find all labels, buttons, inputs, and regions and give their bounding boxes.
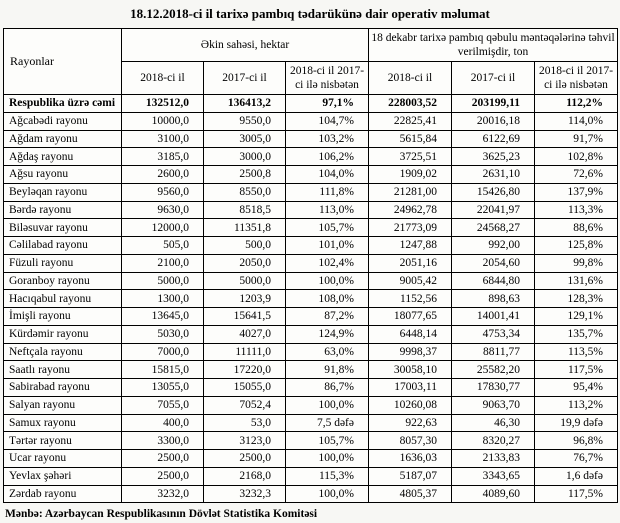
value-cell: 1247,88 [369,237,452,255]
region-name-cell: Ağcabədi rayonu [4,112,122,130]
value-cell: 46,30 [452,414,535,432]
value-cell: 25582,20 [452,361,535,379]
value-cell: 2054,60 [452,254,535,272]
value-cell: 9560,0 [122,183,204,201]
value-cell: 5000,0 [122,272,204,290]
value-cell: 9550,0 [204,112,286,130]
value-cell: 103,2% [286,130,369,148]
region-name-cell: İmişli rayonu [4,308,122,326]
value-cell: 113,5% [535,343,618,361]
group-header-row [4,29,618,62]
value-cell: 11111,0 [204,343,286,361]
region-name-cell: Zərdab rayonu [4,485,122,503]
sub-header-area-2018: 2018-ci il [122,62,204,95]
sub-header-delivered-ratio: 2018-ci il 2017-ci ilə nisbətən [535,62,618,95]
table-row [4,343,618,361]
region-name-cell: Kürdəmir rayonu [4,325,122,343]
value-cell: 91,8% [286,361,369,379]
value-cell: 228003,52 [369,95,452,113]
region-name-cell: Biləsuvar rayonu [4,219,122,237]
value-cell: 13055,0 [122,379,204,397]
value-cell: 111,8% [286,183,369,201]
table-row [4,379,618,397]
value-cell: 100,0% [286,396,369,414]
value-cell: 129,1% [535,308,618,326]
table-row [4,485,618,503]
value-cell: 96,8% [535,432,618,450]
value-cell: 113,3% [535,201,618,219]
value-cell: 7052,4 [204,396,286,414]
value-cell: 1300,0 [122,290,204,308]
value-cell: 17830,77 [452,379,535,397]
table-row [4,112,618,130]
value-cell: 113,0% [286,201,369,219]
table-row [4,450,618,468]
value-cell: 3000,0 [204,148,286,166]
value-cell: 2050,0 [204,254,286,272]
value-cell: 505,0 [122,237,204,255]
table-row [4,396,618,414]
value-cell: 1152,56 [369,290,452,308]
table-row [4,325,618,343]
region-name-cell: Bərdə rayonu [4,201,122,219]
table-row [4,414,618,432]
region-name-cell: Ağdaş rayonu [4,148,122,166]
value-cell: 105,7% [286,432,369,450]
value-cell: 24568,27 [452,219,535,237]
sub-header-delivered-2018: 2018-ci il [369,62,452,95]
value-cell: 7055,0 [122,396,204,414]
value-cell: 95,4% [535,379,618,397]
region-name-cell: Salyan rayonu [4,396,122,414]
value-cell: 2100,0 [122,254,204,272]
value-cell: 1909,02 [369,166,452,184]
value-cell: 5030,0 [122,325,204,343]
page-title: 18.12.2018-ci il tarixə pambıq tədarükünə dair operativ məlumat [130,6,490,21]
value-cell: 3232,3 [204,485,286,503]
value-cell: 2051,16 [369,254,452,272]
value-cell: 11351,8 [204,219,286,237]
value-cell: 24962,78 [369,201,452,219]
value-cell: 115,3% [286,467,369,485]
region-name-cell: Tərtər rayonu [4,432,122,450]
table-row [4,201,618,219]
value-cell: 105,7% [286,219,369,237]
data-table [3,28,618,503]
column-header-regions: Rayonlar [4,29,122,95]
value-cell: 100,0% [286,450,369,468]
value-cell: 500,0 [204,237,286,255]
value-cell: 3725,51 [369,148,452,166]
region-name-cell: Respublika üzrə cəmi [4,95,122,113]
table-row [4,148,618,166]
value-cell: 2500,0 [122,467,204,485]
region-name-cell: Saatlı rayonu [4,361,122,379]
value-cell: 104,7% [286,112,369,130]
value-cell: 203199,11 [452,95,535,113]
value-cell: 108,0% [286,290,369,308]
region-name-cell: Sabirabad rayonu [4,379,122,397]
value-cell: 3123,0 [204,432,286,450]
value-cell: 19,9 dəfə [535,414,618,432]
value-cell: 3625,23 [452,148,535,166]
value-cell: 21773,09 [369,219,452,237]
group-header-sown-area: Əkin sahəsi, hektar [122,29,369,62]
region-name-cell: Beyləqan rayonu [4,183,122,201]
value-cell: 87,2% [286,308,369,326]
value-cell: 2500,8 [204,166,286,184]
sub-header-delivered-2017: 2017-ci il [452,62,535,95]
table-row [4,290,618,308]
value-cell: 15815,0 [122,361,204,379]
value-cell: 113,2% [535,396,618,414]
group-header-delivered-cotton: 18 dekabr tarixə pambıq qəbulu məntəqələrinə təhvil verilmişdir, ton [369,29,618,62]
value-cell: 8518,5 [204,201,286,219]
value-cell: 17003,11 [369,379,452,397]
value-cell: 8057,30 [369,432,452,450]
value-cell: 9063,70 [452,396,535,414]
value-cell: 91,7% [535,130,618,148]
table-body [4,95,618,503]
value-cell: 2600,0 [122,166,204,184]
value-cell: 97,1% [286,95,369,113]
value-cell: 10260,08 [369,396,452,414]
value-cell: 22825,41 [369,112,452,130]
table-row [4,432,618,450]
value-cell: 17220,0 [204,361,286,379]
value-cell: 131,6% [535,272,618,290]
value-cell: 72,6% [535,166,618,184]
value-cell: 7000,0 [122,343,204,361]
value-cell: 15055,0 [204,379,286,397]
value-cell: 5000,0 [204,272,286,290]
value-cell: 21281,00 [369,183,452,201]
value-cell: 88,6% [535,219,618,237]
value-cell: 117,5% [535,485,618,503]
sub-header-area-2017: 2017-ci il [204,62,286,95]
value-cell: 4027,0 [204,325,286,343]
value-cell: 6844,80 [452,272,535,290]
region-name-cell: Ağsu rayonu [4,166,122,184]
value-cell: 4805,37 [369,485,452,503]
value-cell: 20016,18 [452,112,535,130]
value-cell: 6448,14 [369,325,452,343]
value-cell: 400,0 [122,414,204,432]
value-cell: 136413,2 [204,95,286,113]
value-cell: 8811,77 [452,343,535,361]
value-cell: 9005,42 [369,272,452,290]
value-cell: 125,8% [535,237,618,255]
value-cell: 112,2% [535,95,618,113]
value-cell: 30058,10 [369,361,452,379]
table-row [4,130,618,148]
value-cell: 3300,0 [122,432,204,450]
total-row [4,95,618,113]
value-cell: 53,0 [204,414,286,432]
region-name-cell: Yevlax şəhəri [4,467,122,485]
value-cell: 117,5% [535,361,618,379]
sub-header-area-ratio: 2018-ci il 2017-ci ilə nisbətən [286,62,369,95]
value-cell: 106,2% [286,148,369,166]
value-cell: 1203,9 [204,290,286,308]
table-row [4,308,618,326]
value-cell: 22041,97 [452,201,535,219]
region-name-cell: Samux rayonu [4,414,122,432]
region-name-cell: Ucar rayonu [4,450,122,468]
region-name-cell: Hacıqabul rayonu [4,290,122,308]
value-cell: 4089,60 [452,485,535,503]
value-cell: 8320,27 [452,432,535,450]
value-cell: 9630,0 [122,201,204,219]
value-cell: 3185,0 [122,148,204,166]
value-cell: 100,0% [286,485,369,503]
value-cell: 99,8% [535,254,618,272]
table-row [4,219,618,237]
value-cell: 14001,41 [452,308,535,326]
region-name-cell: Füzuli rayonu [4,254,122,272]
table-row [4,237,618,255]
value-cell: 15426,80 [452,183,535,201]
value-cell: 18077,65 [369,308,452,326]
region-name-cell: Ağdam rayonu [4,130,122,148]
value-cell: 13645,0 [122,308,204,326]
value-cell: 102,4% [286,254,369,272]
value-cell: 3005,0 [204,130,286,148]
table-header [4,29,618,95]
value-cell: 5615,84 [369,130,452,148]
table-row [4,254,618,272]
value-cell: 898,63 [452,290,535,308]
value-cell: 100,0% [286,272,369,290]
value-cell: 3100,0 [122,130,204,148]
value-cell: 6122,69 [452,130,535,148]
value-cell: 2168,0 [204,467,286,485]
value-cell: 2631,10 [452,166,535,184]
value-cell: 3343,65 [452,467,535,485]
value-cell: 104,0% [286,166,369,184]
value-cell: 8550,0 [204,183,286,201]
value-cell: 128,3% [535,290,618,308]
value-cell: 1,6 dəfə [535,467,618,485]
table-row [4,183,618,201]
value-cell: 2500,0 [122,450,204,468]
value-cell: 76,7% [535,450,618,468]
table-row [4,361,618,379]
value-cell: 3232,0 [122,485,204,503]
value-cell: 15641,5 [204,308,286,326]
value-cell: 132512,0 [122,95,204,113]
region-name-cell: Goranboy rayonu [4,272,122,290]
value-cell: 922,63 [369,414,452,432]
value-cell: 2133,83 [452,450,535,468]
value-cell: 4753,34 [452,325,535,343]
value-cell: 2500,0 [204,450,286,468]
value-cell: 1636,03 [369,450,452,468]
value-cell: 63,0% [286,343,369,361]
value-cell: 5187,07 [369,467,452,485]
value-cell: 135,7% [535,325,618,343]
value-cell: 7,5 dəfə [286,414,369,432]
value-cell: 101,0% [286,237,369,255]
value-cell: 124,9% [286,325,369,343]
value-cell: 10000,0 [122,112,204,130]
table-row [4,272,618,290]
region-name-cell: Neftçala rayonu [4,343,122,361]
value-cell: 9998,37 [369,343,452,361]
table-row [4,467,618,485]
value-cell: 137,9% [535,183,618,201]
value-cell: 114,0% [535,112,618,130]
value-cell: 102,8% [535,148,618,166]
region-name-cell: Cəlilabad rayonu [4,237,122,255]
source-note: Mənbə: Azərbaycan Respublikasının Dövlət Statistika Komitəsi [5,508,318,521]
value-cell: 992,00 [452,237,535,255]
value-cell: 86,7% [286,379,369,397]
value-cell: 12000,0 [122,219,204,237]
table-row [4,166,618,184]
